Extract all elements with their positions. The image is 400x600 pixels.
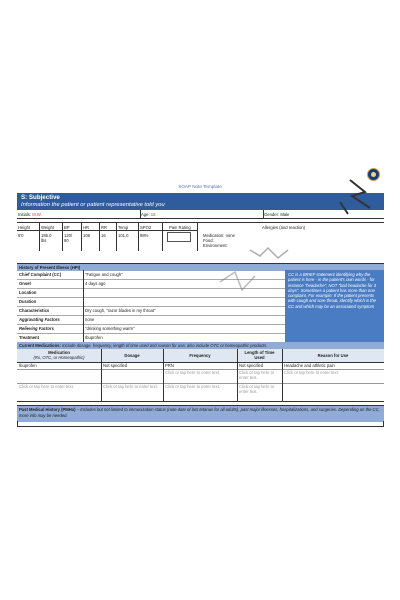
watermark-scribble-icon — [180, 172, 400, 352]
rr-value[interactable]: 16 — [101, 233, 106, 238]
hpi-value[interactable]: Ibuprofen — [85, 335, 103, 340]
age-label: Age: — [141, 212, 150, 217]
medication-length[interactable]: Click or tap here to enter text. — [239, 384, 275, 394]
medication-reason[interactable]: Headache and athletic pain — [284, 363, 335, 368]
header-dosage: Dosage — [124, 353, 140, 358]
vitals-header-hr: HR — [83, 225, 90, 230]
medications-table — [17, 349, 384, 402]
hr-value[interactable]: 108 — [83, 233, 90, 238]
cc-guidance-text: CC is a BRIEF statement identifying why the patient is here - in the patient's own words - for instance "headache", NOT "bad headache for 3 days". Sometimes a patient has more than one complaint. For example: If the patient presents with cough and sore throat, identify which is the CC and which may be an associated symptom — [288, 272, 377, 309]
header-medication: Medication (Rx, OTC, or Homeopathic) — [33, 350, 85, 360]
vitals-header-bp: BP — [64, 225, 70, 230]
initials-value[interactable]: M.W. — [32, 212, 42, 217]
section-subtitle: Information the patient or patient representative told you — [21, 202, 165, 208]
header-frequency: Frequency — [189, 353, 211, 358]
medication-row — [17, 383, 384, 401]
hpi-value[interactable]: "Fatigue and cough" — [85, 272, 123, 277]
temp-value[interactable]: 101.0 — [118, 233, 129, 238]
allergies-values[interactable]: Medication: none Food: Environment: — [203, 233, 235, 248]
hpi-label: Relieving Factors — [19, 326, 54, 331]
hpi-label: Chief Complaint (CC) — [19, 272, 62, 277]
hpi-label: Onset — [19, 281, 31, 286]
pmh-entry-area[interactable] — [17, 421, 384, 427]
medication-dosage[interactable]: Click or tap here to enter text. — [103, 384, 158, 389]
medications-title: Current Medications: — [19, 343, 61, 348]
gender-label: Gender: — [264, 212, 280, 217]
hpi-value[interactable]: none — [85, 317, 95, 322]
pmh-text — [19, 407, 381, 418]
vitals-header-weight: Weight — [41, 225, 54, 230]
pmh-title: Past Medical History (PMHx) — [19, 407, 76, 412]
gender-value[interactable]: Male — [280, 212, 290, 217]
medication-row — [17, 369, 384, 384]
medication-frequency[interactable]: PRN — [165, 363, 174, 368]
pmh-section — [17, 405, 384, 422]
header-reason: Reason for Use — [317, 353, 349, 358]
hpi-value[interactable]: 4 days ago — [85, 281, 106, 286]
medication-frequency[interactable]: Click or tap here to enter text. — [165, 384, 220, 389]
vitals-header-height: Height — [18, 225, 31, 230]
hpi-value[interactable]: "drinking something warm" — [85, 326, 135, 331]
section-title: S: Subjective — [21, 194, 60, 201]
age-value[interactable]: 18 — [150, 212, 156, 217]
hpi-label: Duration — [19, 299, 37, 304]
hpi-label: Treatment — [19, 335, 40, 340]
hpi-title: History of Present Illness (HPI) — [19, 265, 81, 270]
vitals-header-spo2: SPO2 — [140, 225, 152, 230]
pmh-description: – Includes but not limited to immunization status (note date of last tetanus for all adults), past major illnesses, hospitalizations, and surgeries. Depending on the CC, more info may be needed. — [19, 407, 380, 418]
hpi-label: Aggravating Factors — [19, 317, 60, 322]
weight-value[interactable]: 185.0 lbs — [41, 233, 52, 243]
medication-length[interactable]: Not specified — [239, 363, 264, 368]
hpi-label: Location — [19, 290, 37, 295]
hpi-label: Characteristics — [19, 308, 50, 313]
medication-length[interactable]: Click or tap here to enter text. — [239, 370, 275, 380]
medication-name[interactable]: Ibuprofen — [19, 363, 37, 368]
spo2-value[interactable]: 98% — [140, 233, 149, 238]
medications-title-note: Include dosage, frequency, length of time used and reason for use; also include OTC or homeopathic products. — [62, 343, 268, 348]
bp-value[interactable]: 120/ 80 — [64, 233, 73, 243]
header-length: Length of Time Used — [244, 350, 275, 360]
vitals-header-temp: Temp — [118, 225, 129, 230]
medication-reason[interactable]: Click or tap here to enter text. — [284, 370, 339, 375]
medication-dosage[interactable]: Not specified — [103, 363, 128, 368]
hpi-value[interactable]: Dry cough, "razor blades in my throat" — [85, 308, 156, 313]
vitals-header-pain: Pain Rating — [169, 225, 191, 230]
medication-frequency[interactable]: Click or tap here to enter text. — [165, 370, 220, 375]
medication-name[interactable]: Click or tap here to enter text. — [19, 384, 74, 389]
vitals-header-rr: RR — [101, 225, 108, 230]
initials-label: Initials: — [18, 212, 32, 217]
document-title: SOAP Note Template — [178, 184, 222, 189]
vitals-header-allergies: Allergies (and reaction) — [262, 225, 306, 230]
height-value[interactable]: 6'0 — [18, 233, 24, 238]
